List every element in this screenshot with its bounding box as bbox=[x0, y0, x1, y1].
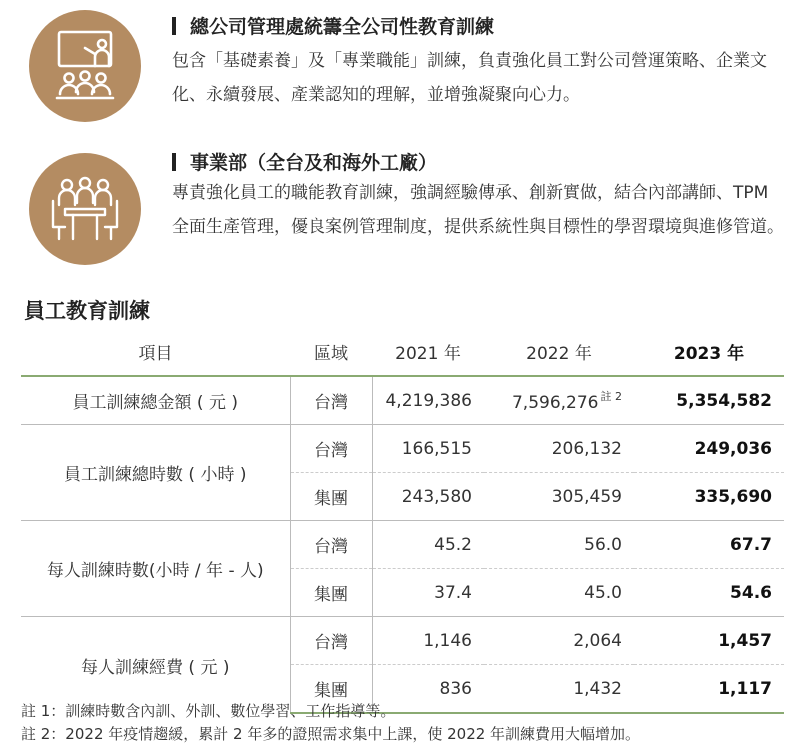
header-2022: 2022 年 bbox=[526, 344, 592, 364]
region-cell: 集團 bbox=[290, 473, 372, 521]
value-2023: 335,690 bbox=[634, 473, 784, 521]
header-2023: 2023 年 bbox=[673, 344, 745, 364]
header-item: 項目 bbox=[138, 344, 173, 364]
value-2022: 7,596,276 $^{註 2}$ bbox=[484, 376, 634, 425]
value-2022: 206,132 bbox=[484, 425, 634, 473]
table-row bbox=[21, 617, 784, 665]
table-header-row bbox=[21, 328, 784, 376]
region-cell: 台灣 bbox=[290, 617, 372, 665]
value-2021: 45.2 bbox=[372, 521, 484, 569]
value-2022: 56.0 bbox=[484, 521, 634, 569]
row-label: 每人訓練經費 ( 元 ) bbox=[21, 617, 290, 714]
row-label: 員工訓練總金額 ( 元 ) bbox=[21, 376, 290, 425]
footnote-2: 註 2：2022 年疫情趨緩，累計 2 年多的證照需求集中上課，使 2022 年訓練費用大幅增加。 bbox=[21, 725, 641, 743]
value-2021: 37.4 bbox=[372, 569, 484, 617]
value-2023: 54.6 bbox=[634, 569, 784, 617]
region-cell: 集團 bbox=[290, 569, 372, 617]
footnote-1: 註 1：訓練時數含內訓、外訓、數位學習、工作指導等。 bbox=[21, 702, 396, 720]
value-2021: 4,219,386 bbox=[372, 376, 484, 425]
value-2023: 67.7 bbox=[634, 521, 784, 569]
table-row bbox=[21, 521, 784, 569]
table-row bbox=[21, 376, 784, 425]
section1-title: 總公司管理處統籌全公司性教育訓練 bbox=[172, 12, 494, 39]
region-cell: 台灣 bbox=[290, 521, 372, 569]
value-2022: 1,432 bbox=[484, 665, 634, 714]
table-row bbox=[21, 425, 784, 473]
value-2021: 243,580 bbox=[372, 473, 484, 521]
header-2021: 2021 年 bbox=[395, 344, 461, 364]
value-2022: 305,459 bbox=[484, 473, 634, 521]
section2-body: 專責強化員工的職能教育訓練，強調經驗傳承、創新實做，結合內部講師、TPM 全面生產管理，優良案例管理制度，提供系統性與目標性的學習環境與進修管道。 bbox=[172, 183, 784, 237]
header-region: 區域 bbox=[314, 344, 348, 364]
value-2021: 1,146 bbox=[372, 617, 484, 665]
region-cell: 集團 bbox=[290, 665, 372, 714]
value-2022: 2,064 bbox=[484, 617, 634, 665]
value-2022: 45.0 bbox=[484, 569, 634, 617]
value-2021: 836 bbox=[372, 665, 484, 714]
region-cell: 台灣 bbox=[290, 376, 372, 425]
section2-title: 事業部（全台及和海外工廠） bbox=[172, 148, 437, 175]
value-2023: 1,117 bbox=[634, 665, 784, 714]
value-2023: 1,457 bbox=[634, 617, 784, 665]
section1-body: 包含「基礎素養」及「專業職能」訓練，負責強化員工對公司營運策略、企業文化、永續發展、產業認知的理解，並增強凝聚向心力。 bbox=[172, 51, 767, 105]
row-label: 每人訓練時數(小時 / 年 - 人) bbox=[21, 521, 290, 617]
footnote-mark: 註 2 bbox=[600, 390, 622, 403]
value-2021: 166,515 bbox=[372, 425, 484, 473]
region-cell: 台灣 bbox=[290, 425, 372, 473]
table-title: 員工教育訓練 bbox=[24, 299, 150, 323]
value-2023: 5,354,582 bbox=[634, 376, 784, 425]
value-2023: 249,036 bbox=[634, 425, 784, 473]
row-label: 員工訓練總時數 ( 小時 ) bbox=[21, 425, 290, 521]
training-table bbox=[21, 328, 784, 714]
team-meeting-icon bbox=[29, 153, 141, 265]
classroom-presentation-icon bbox=[29, 10, 141, 122]
